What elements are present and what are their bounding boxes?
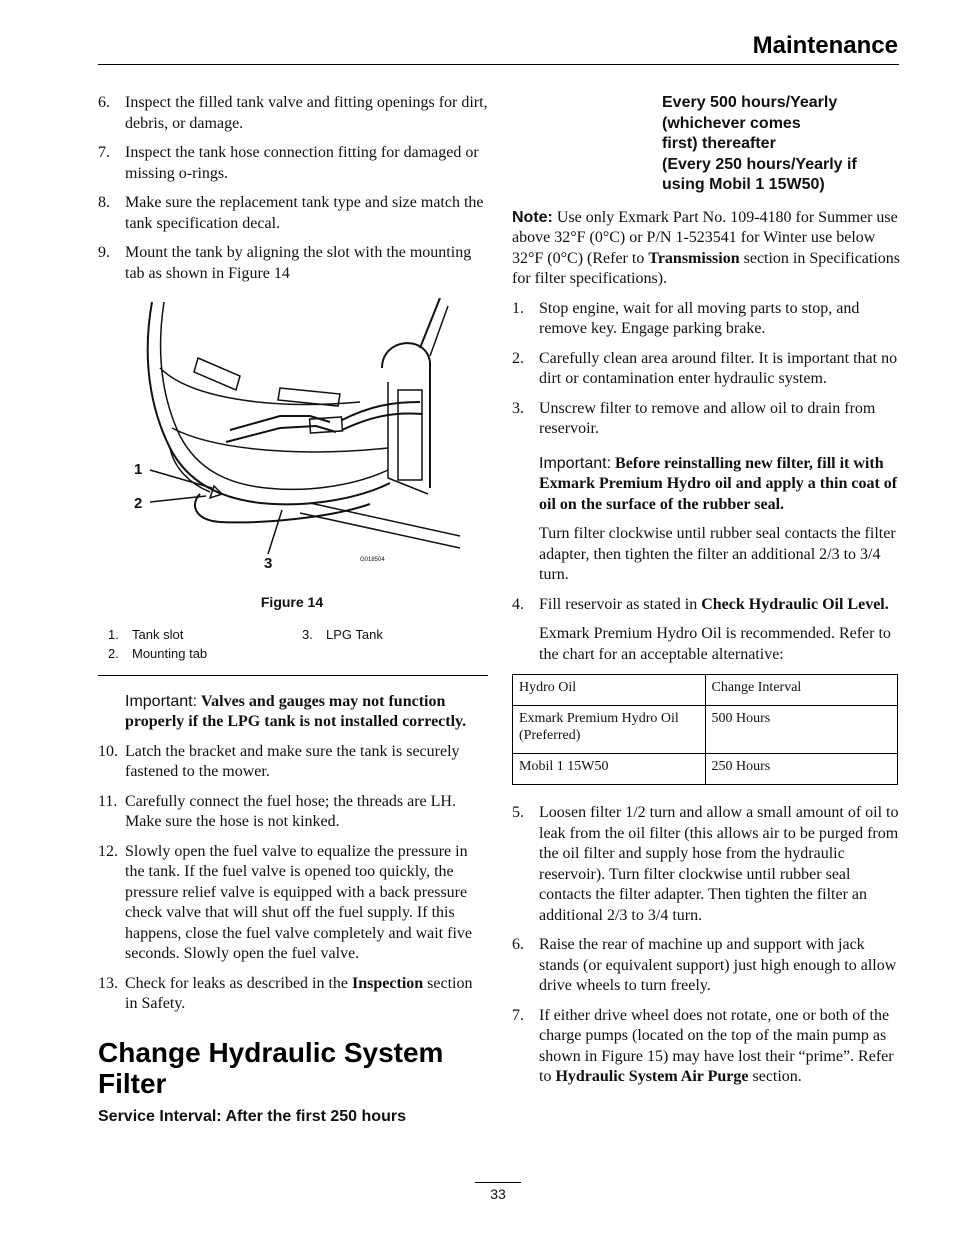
footer-rule [475, 1182, 521, 1183]
list-item: 4. Fill reservoir as stated in Check Hydraulic Oil Level. Exmark Premium Hydro Oil is recommended. Refer to the chart for an acceptable alternative: [512, 595, 891, 663]
list-item: 11. Carefully connect the fuel hose; the threads are LH. Make sure the hose is not kinked. [98, 792, 456, 830]
left-column [98, 93, 488, 1127]
list-item: 2. Carefully clean area around filter. It is important that no dirt or contamination enter hydraulic system. [512, 349, 898, 387]
callout-2: 2 [134, 495, 143, 512]
important-label: Important: [539, 454, 612, 472]
important-label: Important: [125, 692, 198, 710]
table-header-cell: Hydro Oil [513, 675, 706, 706]
section-title: Change Hydraulic System Filter [98, 1036, 444, 1099]
filter-steps-list-continued [512, 803, 902, 1088]
important-notice [125, 692, 488, 733]
page-number: 33 [490, 1186, 506, 1202]
note-paragraph: Note: Use only Exmark Part No. 109-4180 for Summer use above 32°F (0°C) or P/N 1-523541 for Winter use below 32°F (0°C) (Refer to Transmission section in Specifications for filter specifications). [512, 208, 901, 287]
list-item: 1. Stop engine, wait for all moving parts to stop, and remove key. Engage parking brake. [512, 299, 860, 337]
legend-item: 3. LPG Tank [302, 626, 383, 642]
note-label: Note: [512, 208, 553, 226]
figure-legend [98, 625, 488, 665]
table-cell: Mobil 1 15W50 [513, 754, 706, 785]
list-item: 3. Unscrew filter to remove and allow oil to drain from reservoir. Important: Before reinstalling new filter, fill it with Exmark Premium Hydro oil and apply a thin coat of oil on the surface of the rubber seal. Turn filter clockwise until rubber seal contacts the filter adapter, then tighten the filter an additional 2/3 to 3/4 turn. [512, 399, 902, 586]
figure-rule [98, 675, 488, 676]
list-item: 5. Loosen filter 1/2 turn and allow a small amount of oil to leak from the oil filter (this allows air to be purged from the oil filter and supply hose from the hydraulic reservoir). Turn filter clockwise until rubber seal contacts the filter adapter. Then tighten the filter an additional 2/3 to 3/4 turn. [512, 804, 899, 924]
right-column [512, 93, 902, 1097]
lpg-tank-illustration [130, 298, 460, 588]
list-item: 7. Inspect the tank hose connection fitting for damaged or missing o-rings. [98, 144, 479, 182]
header-rule [98, 64, 899, 65]
hydro-oil-table [512, 674, 898, 785]
list-item: 6. Inspect the filled tank valve and fitting openings for dirt, debris, or damage. [98, 94, 488, 132]
service-interval: Service Interval: After the first 250 hours [98, 1107, 406, 1125]
important-text: Valves and gauges may not function properly if the LPG tank is not installed correctly. [125, 692, 467, 730]
list-item: 13. Check for leaks as described in the Inspection section in Safety. [98, 974, 473, 1012]
legend-item: 2. Mounting tab [108, 645, 208, 661]
callout-3: 3 [264, 555, 273, 572]
page-header-title: Maintenance [752, 32, 898, 59]
legend-item: 1. Tank slot [108, 626, 184, 642]
table-header-cell: Change Interval [705, 675, 898, 706]
list-item: 7. If either drive wheel does not rotate, one or both of the charge pumps (located on the top of the main pump as shown in Figure 15) may have lost their “prime”. Refer to Hydraulic System Air Purge section. [512, 1006, 894, 1085]
list-item: 10. Latch the bracket and make sure the tank is securely fastened to the mower. [98, 742, 460, 780]
steps-list-bottom [98, 742, 488, 1015]
list-item: 8. Make sure the replacement tank type and size match the tank specification decal. [98, 194, 484, 232]
table-row [513, 706, 898, 754]
table-cell: 500 Hours [705, 706, 898, 754]
list-item: 9. Mount the tank by aligning the slot with the mounting tab as shown in Figure 14 [98, 244, 472, 282]
figure-caption: Figure 14 [260, 594, 324, 610]
list-item: 6. Raise the rear of machine up and support with jack stands (or equivalent support) just high enough to allow drive wheels to turn freely. [512, 936, 897, 994]
table-cell: 250 Hours [705, 754, 898, 785]
callout-1: 1 [134, 461, 143, 478]
table-cell: Exmark Premium Hydro Oil (Preferred) [513, 706, 706, 754]
interval-heading: Every 500 hours/Yearly (whichever comes first) thereafter (Every 250 hours/Yearly if using Mobil 1 15W50) [662, 94, 857, 193]
figure-code: G018504 [360, 557, 385, 563]
list-item: 12. Slowly open the fuel valve to equalize the pressure in the tank. If the fuel valve is opened too quickly, the pressure relief valve is equipped with a back pressure check valve that will shut off the fuel supply. If this happens, close the fuel valve completely and wait five seconds. Slowly open the fuel valve. [98, 842, 472, 962]
steps-list-top [98, 93, 488, 284]
important-notice [539, 454, 902, 516]
table-row [513, 754, 898, 785]
filter-steps-list [512, 299, 902, 666]
important-text: Before reinstalling new filter, fill it with Exmark Premium Hydro oil and apply a thin coat of oil on the surface of the rubber seal. [539, 454, 898, 513]
figure-14 [98, 298, 488, 588]
table-header-row [513, 675, 898, 706]
